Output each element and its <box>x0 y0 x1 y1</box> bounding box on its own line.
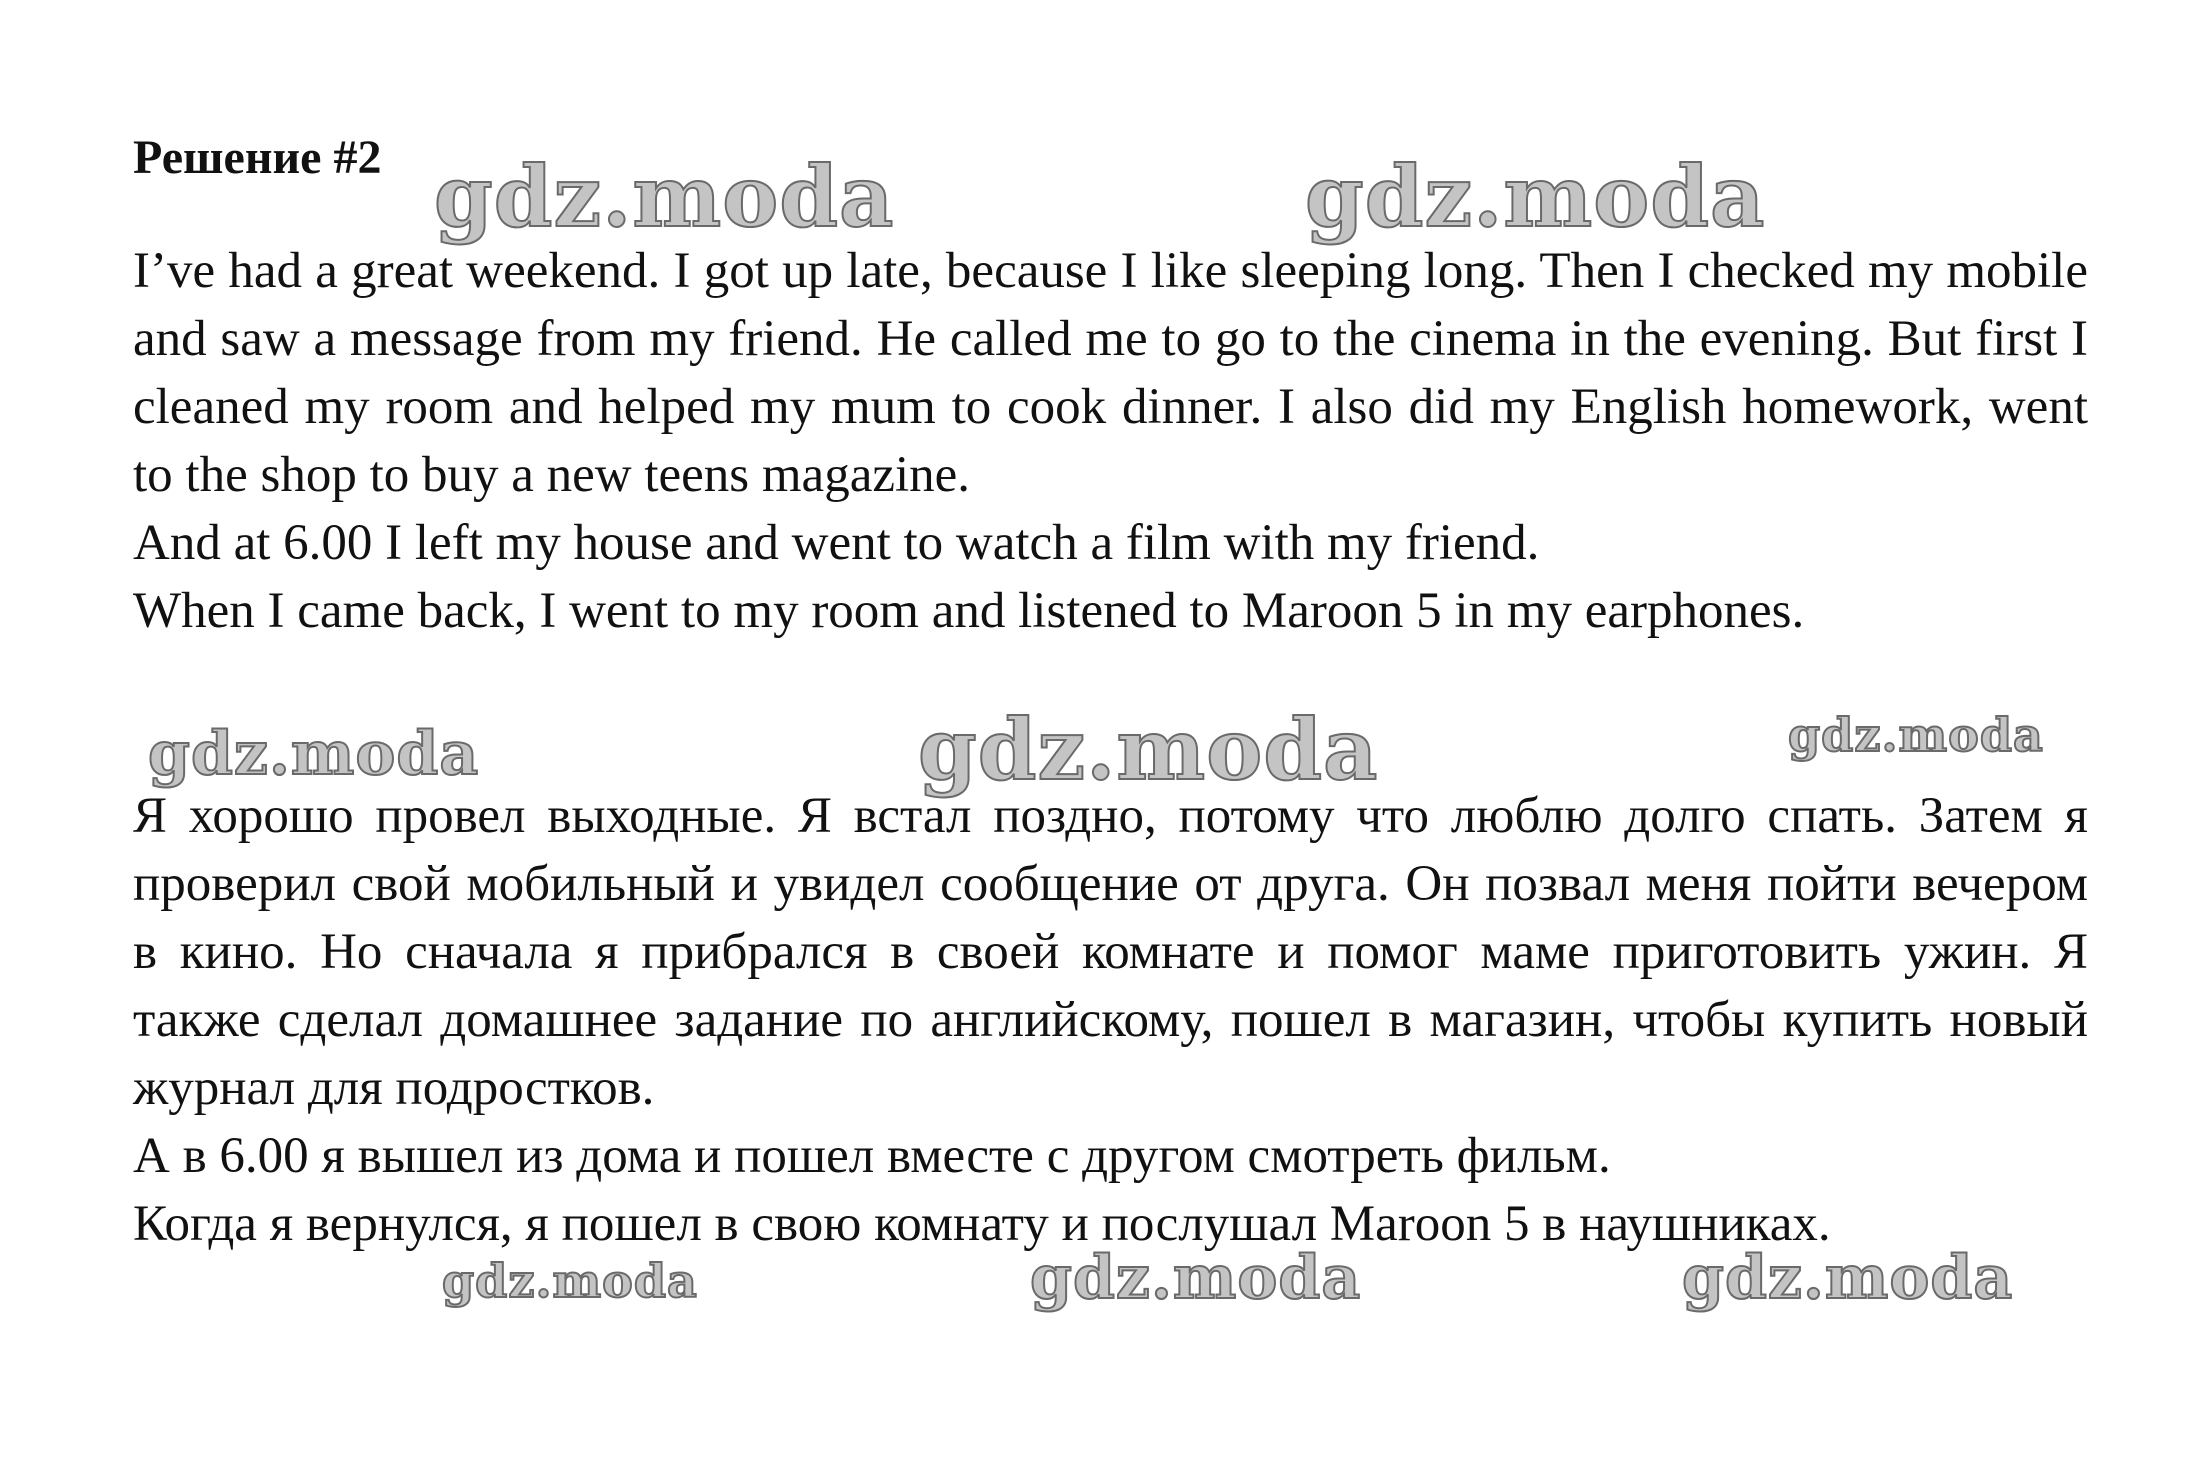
russian-paragraph: Когда я вернулся, я пошел в свою комнату и послушал Maroon 5 в наушниках. <box>133 1196 1831 1252</box>
english-paragraph: I’ve had a great weekend. I got up late, because I like sleeping long. Then I checked my mobile and saw a message from my friend. He called me to go to the cinema in the evening. But first I cleaned my room and helped my mum to cook dinner. I also did my English homework, went to the shop to buy a new teens magazine. <box>133 243 2088 503</box>
english-text-block <box>133 237 2088 645</box>
english-paragraph: And at 6.00 I left my house and went to watch a film with my friend. <box>133 515 1540 571</box>
watermark-logo: gdz.moda <box>1305 147 1766 246</box>
watermark-logo: gdz.moda <box>148 719 480 789</box>
watermark-logo: gdz.moda <box>1788 708 2044 762</box>
watermark-logo: gdz.moda <box>918 700 1379 799</box>
watermark-logo: gdz.moda <box>1682 1243 2014 1313</box>
english-paragraph: When I came back, I went to my room and listened to Maroon 5 in my earphones. <box>133 583 1805 639</box>
russian-paragraph: Я хорошо провел выходные. Я встал поздно, потому что люблю долго спать. Затем я проверил свой мобильный и увидел сообщение от друга. Он позвал меня пойти вечером в кино. Но сначала я прибрался в своей комнате и помог маме приготовить ужин. Я также сделал домашнее задание по английскому, пошел в магазин, чтобы купить новый журнал для подростков. <box>133 788 2088 1116</box>
watermark-logo: gdz.moda <box>1030 1243 1362 1313</box>
solution-heading: Решение #2 <box>133 131 382 184</box>
watermark-logo: gdz.moda <box>442 1254 698 1308</box>
russian-paragraph: А в 6.00 я вышел из дома и пошел вместе с другом смотреть фильм. <box>133 1128 1611 1184</box>
russian-text-block <box>133 782 2088 1258</box>
watermark-logo: gdz.moda <box>434 147 895 246</box>
